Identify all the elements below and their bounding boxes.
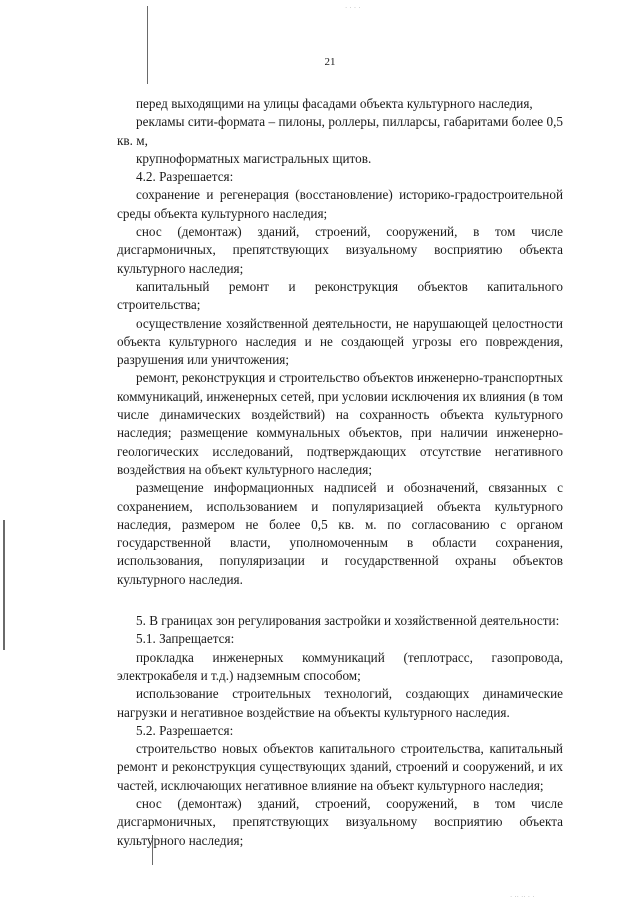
paragraph: осуществление хозяйственной деятельности, не нарушающей целостности объекта культурного наследия и не создающей угрозы его повреждения, разрушения или уничтожения; [117,315,563,368]
paragraph: снос (демонтаж) зданий, строений, сооружений, в том числе дисгармоничных, препятствующих визуальному восприятию объекта культурного наследия; [117,224,563,276]
paragraph: капитальный ремонт и реконструкция объектов капитального строительства; [117,278,563,313]
paragraph: прокладка инженерных коммуникаций (теплотрасс, газопровода, электрокабеля и т.д.) надземным способом; [117,649,563,683]
page-number: 21 [324,56,336,68]
scan-margin-line-top [147,6,148,84]
paragraph: размещение информационных надписей и обозначений, связанных с сохранением, использованием и популяризацией объекта культурного наследия, размером не более 0,5 кв. м. по согласованию с органом государственной власти, уполномоченным в области сохранения, использования, популяризации и государственной охраны объектов культурного наследия. [117,480,563,587]
paragraph: перед выходящими на улицы фасадами объекта культурного наследия, [136,96,533,111]
section-heading: 4.2. Разрешается: [136,169,234,185]
paragraph: ремонт, реконструкция и строительство объектов инженерно-транспортных коммуникаций, инженерных сетей, при условии исключения их влияния (в том числе динамических воздействий) на сохранность объекта культурного наследия; размещение коммунальных объектов, при наличии инженерно-геологических исследований, подтверждающих отсутствие негативного воздействия на объект культурного наследия; [117,370,563,477]
scan-margin-line-left [3,520,5,650]
paragraph: снос (демонтаж) зданий, строений, сооружений, в том числе дисгармоничных, препятствующих визуальному восприятию объекта культурного наследия; [117,795,563,848]
section-heading: 5.1. Запрещается: [136,631,235,647]
scan-noise-bottom: · ·· ·· · · [510,893,535,901]
section-gap [117,589,563,612]
section-heading: 5.2. Разрешается: [136,722,234,738]
paragraph: сохранение и регенерация (восстановление) историко-градостроительной среды объекта культурного наследия; [117,187,563,221]
paragraph: крупноформатных магистральных щитов. [136,150,372,166]
section-heading: 5. В границах зон регулирования застройки и хозяйственной деятельности: [136,613,560,629]
paragraph: рекламы сити-формата – пилоны, роллеры, пилларсы, габаритами более 0,5 кв. м, [117,114,563,148]
document-body [117,95,563,850]
paragraph: использование строительных технологий, создающих динамические нагрузки и негативное воздействие на объекты культурного наследия. [117,686,563,720]
scan-noise-top: · · · · [345,4,361,12]
paragraph: строительство новых объектов капитального строительства, капитальный ремонт и реконструкция существующих зданий, строений и сооружений, и их частей, исключающих негативное влияние на объект культурного наследия; [117,741,563,793]
